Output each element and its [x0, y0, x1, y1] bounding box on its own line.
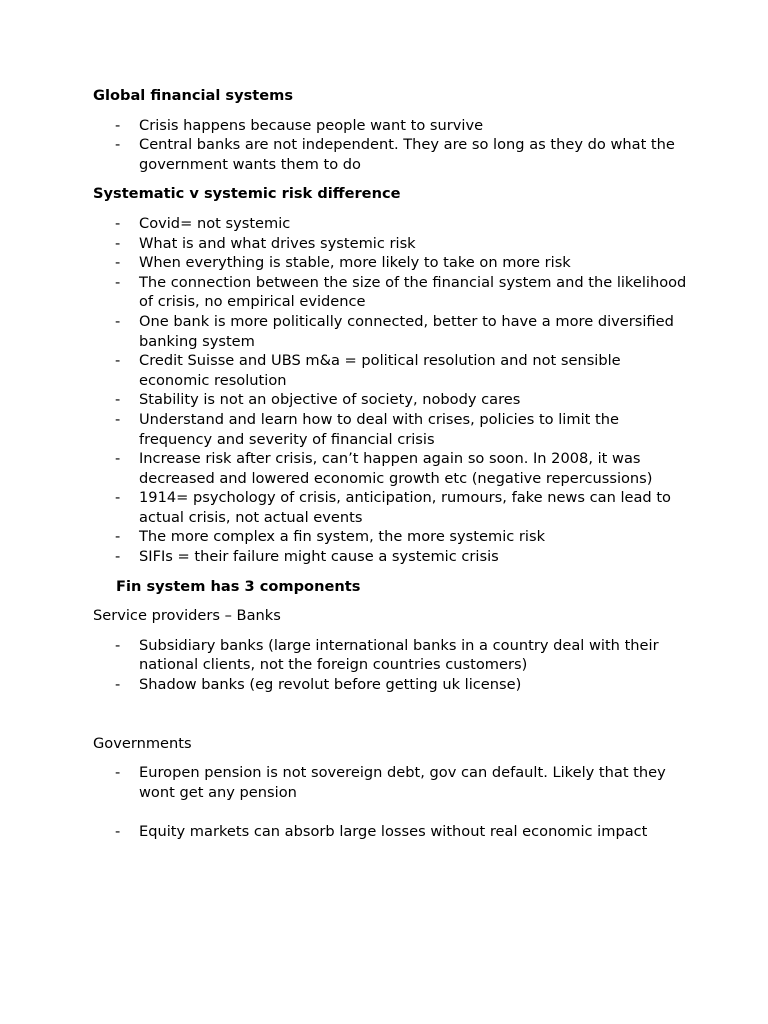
- list-item: - What is and what drives systemic risk: [115, 234, 416, 252]
- list-item: - 1914= psychology of crisis, anticipation, rumours, fake news can lead to actual crisis, not actual events: [115, 489, 671, 526]
- list-item: - When everything is stable, more likely to take on more risk: [115, 254, 571, 272]
- list-item: - One bank is more politically connected, better to have a more diversified banking system: [115, 312, 674, 350]
- list-item: - Credit Suisse and UBS m&a = political resolution and not sensible economic resolution: [115, 352, 621, 389]
- list-item: - The connection between the size of the financial system and the likelihood of crisis, no empirical evidence: [115, 273, 687, 311]
- list-item: - Subsidiary banks (large international banks in a country deal with their national clients, not the foreign countries customers): [115, 636, 659, 674]
- list-item: - Covid= not systemic: [115, 214, 291, 232]
- bullet-list-systemic: [93, 214, 693, 567]
- list-item: - SIFIs = their failure might cause a systemic crisis: [115, 548, 499, 566]
- list-item: - Shadow banks (eg revolut before getting uk license): [115, 676, 522, 694]
- heading-fin-system-components: Fin system has 3 components: [116, 577, 361, 595]
- service-providers-label: Service providers – Banks: [93, 607, 281, 625]
- list-item: - Equity markets can absorb large losses without real economic impact: [115, 823, 648, 841]
- bullet-list-governments-2: [93, 822, 693, 842]
- heading-systemic-risk: Systematic v systemic risk difference: [93, 185, 401, 203]
- governments-label: Governments: [93, 734, 192, 752]
- list-item: - Crisis happens because people want to survive: [115, 116, 484, 134]
- list-item: - Central banks are not independent. They are so long as they do what the government wants them to do: [115, 136, 675, 173]
- list-item: - Increase risk after crisis, can’t happen again so soon. In 2008, it was decreased and lowered economic growth etc (negative repercussions): [115, 450, 653, 487]
- document-body: [93, 86, 693, 842]
- list-item: - The more complex a fin system, the more systemic risk: [115, 528, 546, 546]
- bullet-list-global: [93, 116, 693, 175]
- bullet-list-service-providers: [93, 636, 693, 695]
- list-item: - Stability is not an objective of society, nobody cares: [115, 391, 521, 409]
- heading-global-financial-systems: Global financial systems: [93, 87, 294, 104]
- list-item: - Europen pension is not sovereign debt, gov can default. Likely that they wont get any pension: [115, 764, 666, 801]
- list-item: - Understand and learn how to deal with crises, policies to limit the frequency and severity of financial crisis: [115, 410, 619, 448]
- bullet-list-governments: [93, 763, 693, 802]
